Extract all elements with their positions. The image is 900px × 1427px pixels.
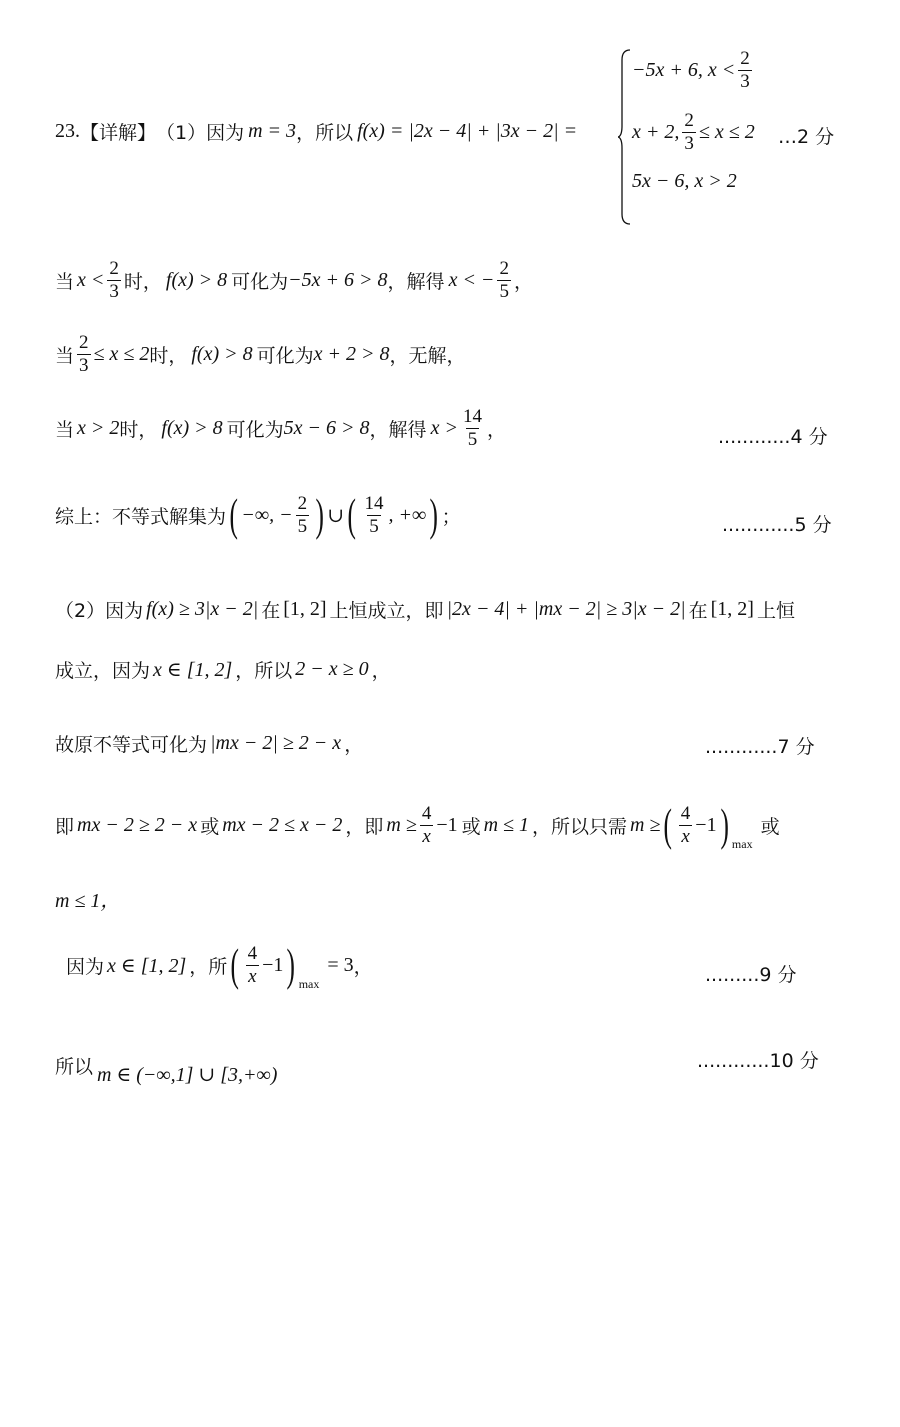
case-a: mx − 2 ≥ 2 − x bbox=[77, 813, 198, 836]
condition: x > 2 bbox=[77, 416, 120, 439]
piecewise-case-1 bbox=[632, 48, 755, 93]
text: 故原不等式可化为 bbox=[55, 734, 208, 756]
case2-tail: ≤ x ≤ 2 bbox=[698, 120, 755, 143]
four-over-x bbox=[420, 803, 434, 848]
frac-numerator: 4 bbox=[680, 802, 691, 824]
frac-numerator: 2 bbox=[499, 258, 509, 279]
result-fraction bbox=[497, 258, 511, 303]
m-geq: m ≥ bbox=[386, 813, 417, 836]
summary-lead: 综上：不等式解集为 bbox=[55, 505, 227, 528]
or-text: 或 bbox=[200, 815, 220, 838]
left-paren: ( bbox=[230, 939, 240, 990]
frac-denominator: 3 bbox=[79, 354, 89, 376]
or-text: 或 bbox=[461, 815, 481, 838]
or-text: 或 bbox=[760, 815, 780, 838]
in-text: 在 bbox=[261, 600, 281, 622]
condition: ≤ x ≤ 2 bbox=[93, 342, 150, 365]
expression: x + 2 > 8 bbox=[313, 342, 390, 365]
interval-fraction-2 bbox=[363, 493, 386, 538]
m-leq-one: m ≤ 1 bbox=[483, 813, 530, 836]
text: ，即 bbox=[345, 815, 384, 838]
comma: ， bbox=[353, 955, 373, 978]
score-2: …2 分 bbox=[778, 126, 835, 148]
frac-numerator: 2 bbox=[684, 110, 694, 131]
minus-one: −1 bbox=[262, 953, 284, 976]
frac-denominator: 5 bbox=[467, 428, 478, 450]
given-m: m = 3 bbox=[248, 120, 297, 142]
comma: ， bbox=[371, 660, 391, 682]
interval-fraction-1 bbox=[296, 493, 310, 538]
expanded-condition: |2x − 4| + |mx − 2| ≥ 3|x − 2| bbox=[446, 598, 686, 620]
condition-fraction bbox=[107, 258, 121, 303]
part2-intro: （2）因为 bbox=[55, 600, 144, 622]
frac-numerator: 2 bbox=[79, 332, 89, 353]
case-b: mx − 2 ≤ x − 2 bbox=[222, 813, 343, 836]
part2-line-1 bbox=[55, 596, 795, 623]
text: ，所以 bbox=[235, 660, 293, 682]
interval: [1, 2] bbox=[283, 598, 327, 620]
piecewise-brace bbox=[618, 48, 632, 226]
part1-intro: （1）因为 bbox=[156, 122, 245, 144]
summary-line bbox=[55, 489, 461, 540]
fx-definition: f(x) = |2x − 4| + |3x − 2| = bbox=[357, 120, 578, 142]
reduced-inequality: |mx − 2| ≥ 2 − x bbox=[210, 732, 342, 754]
interval-b: , +∞ bbox=[388, 503, 427, 526]
text: 即 bbox=[55, 815, 75, 838]
left-paren: ( bbox=[347, 489, 357, 540]
right-paren: ) bbox=[720, 799, 729, 850]
condition-fx: f(x) ≥ 3|x − 2| bbox=[146, 598, 259, 620]
part2-line-2 bbox=[55, 656, 391, 683]
part2-line-6 bbox=[66, 939, 373, 991]
text: ，所以只需 bbox=[532, 815, 628, 838]
holds-text: 上恒 bbox=[756, 600, 795, 622]
case3-expr: 5x − 6, x > 2 bbox=[632, 170, 737, 192]
frac-numerator: 2 bbox=[297, 492, 308, 514]
case2-expr: x + 2, bbox=[632, 120, 680, 143]
transform-text: 可化为 bbox=[256, 344, 314, 367]
frac-denominator: 5 bbox=[297, 515, 308, 537]
piecewise-case-2 bbox=[632, 110, 755, 155]
condition-fraction bbox=[77, 332, 91, 377]
solution-tag: 【详解】 bbox=[80, 122, 157, 144]
holds-text: 上恒成立，即 bbox=[329, 600, 444, 622]
transform-text: 可化为 bbox=[231, 270, 289, 293]
interval: [1, 2] bbox=[710, 598, 754, 620]
score-5: ............5 分 bbox=[722, 514, 832, 536]
time-text: 时， bbox=[123, 270, 162, 293]
when-text: 当 bbox=[55, 418, 75, 441]
case2-fraction bbox=[682, 110, 696, 155]
score-4: ............4 分 bbox=[718, 426, 828, 448]
frac-denominator: 3 bbox=[740, 70, 750, 92]
expression: −5x + 6 > 8 bbox=[288, 268, 388, 291]
part2-line-3 bbox=[55, 730, 363, 757]
text: ，所 bbox=[189, 955, 228, 978]
minus-one: −1 bbox=[695, 813, 717, 836]
union-symbol: ∪ bbox=[327, 504, 345, 527]
transform-text: 可化为 bbox=[226, 418, 284, 441]
case1-expr: −5x + 6, x < bbox=[632, 58, 736, 81]
inequality: f(x) > 8 bbox=[191, 342, 253, 365]
solve-text: ，解得 bbox=[387, 270, 445, 293]
score-7: ............7 分 bbox=[705, 736, 815, 758]
comma: ， bbox=[344, 734, 364, 756]
left-paren: ( bbox=[663, 799, 673, 850]
frac-denominator: 5 bbox=[369, 515, 379, 537]
inequality: f(x) > 8 bbox=[161, 416, 223, 439]
frac-numerator: 4 bbox=[421, 802, 432, 824]
condition: x < bbox=[77, 268, 105, 291]
comma: ， bbox=[486, 418, 506, 441]
interval-a: −∞, − bbox=[241, 503, 293, 526]
part2-line-7 bbox=[55, 1044, 277, 1087]
right-paren: ) bbox=[429, 489, 439, 540]
domain-x: x ∈ [1, 2] bbox=[107, 954, 187, 977]
part2-line-4 bbox=[55, 799, 780, 851]
text: 因为 bbox=[66, 955, 105, 978]
semicolon: ； bbox=[441, 505, 461, 528]
piecewise-case-3 bbox=[632, 170, 737, 193]
result: x < − bbox=[448, 268, 495, 291]
problem-number: 23. bbox=[55, 120, 80, 142]
solve-text: ，解得 bbox=[369, 418, 427, 441]
in-text: 在 bbox=[688, 600, 708, 622]
when-text: 当 bbox=[55, 270, 75, 293]
max-subscript: max bbox=[298, 977, 320, 991]
frac-denominator: 3 bbox=[109, 280, 119, 302]
left-paren: ( bbox=[229, 489, 238, 540]
right-paren: ) bbox=[286, 939, 296, 990]
m-leq-one: m ≤ 1， bbox=[55, 890, 121, 912]
expression: 5x − 6 > 8 bbox=[283, 416, 370, 439]
right-paren: ) bbox=[315, 489, 324, 540]
result: x > bbox=[430, 416, 458, 439]
minus-one: −1 bbox=[436, 813, 458, 836]
score-10: ............10 分 bbox=[697, 1050, 819, 1072]
text: 成立，因为 bbox=[55, 660, 151, 682]
max-subscript: max bbox=[731, 837, 753, 851]
time-text: 时， bbox=[119, 418, 158, 441]
no-solution-text: ，无解， bbox=[389, 344, 466, 367]
domain-x: x ∈ [1, 2] bbox=[153, 659, 233, 681]
frac-numerator: 4 bbox=[247, 942, 258, 964]
score-9: .........9 分 bbox=[705, 964, 797, 986]
time-text: 时， bbox=[149, 344, 188, 367]
case1-fraction bbox=[738, 48, 752, 93]
nonneg-condition: 2 − x ≥ 0 bbox=[295, 658, 369, 680]
frac-numerator: 14 bbox=[462, 406, 482, 427]
case-line-2 bbox=[55, 332, 466, 377]
part2-line-5 bbox=[55, 884, 120, 913]
result-fraction bbox=[461, 406, 484, 451]
frac-numerator: 2 bbox=[740, 48, 750, 69]
when-text: 当 bbox=[55, 344, 75, 367]
frac-denominator: x bbox=[248, 965, 257, 987]
so-text: ，所以 bbox=[296, 122, 354, 144]
equals-three: = 3 bbox=[327, 953, 354, 976]
frac-denominator: x bbox=[681, 825, 690, 847]
m-geq: m ≥ bbox=[630, 813, 661, 836]
frac-numerator: 2 bbox=[109, 258, 119, 279]
frac-denominator: 3 bbox=[684, 132, 694, 154]
frac-numerator: 14 bbox=[364, 492, 384, 514]
text: 所以 bbox=[55, 1056, 94, 1078]
case-line-1 bbox=[55, 258, 533, 303]
case-line-3 bbox=[55, 406, 506, 451]
final-answer: m ∈ (−∞,1] ∪ [3,+∞) bbox=[97, 1064, 278, 1086]
four-over-x bbox=[679, 803, 693, 848]
comma: ， bbox=[513, 270, 533, 293]
four-over-x bbox=[246, 943, 260, 988]
frac-denominator: 5 bbox=[499, 280, 509, 302]
inequality: f(x) > 8 bbox=[165, 268, 228, 291]
frac-denominator: x bbox=[422, 825, 431, 847]
part1-header-line bbox=[55, 118, 577, 145]
